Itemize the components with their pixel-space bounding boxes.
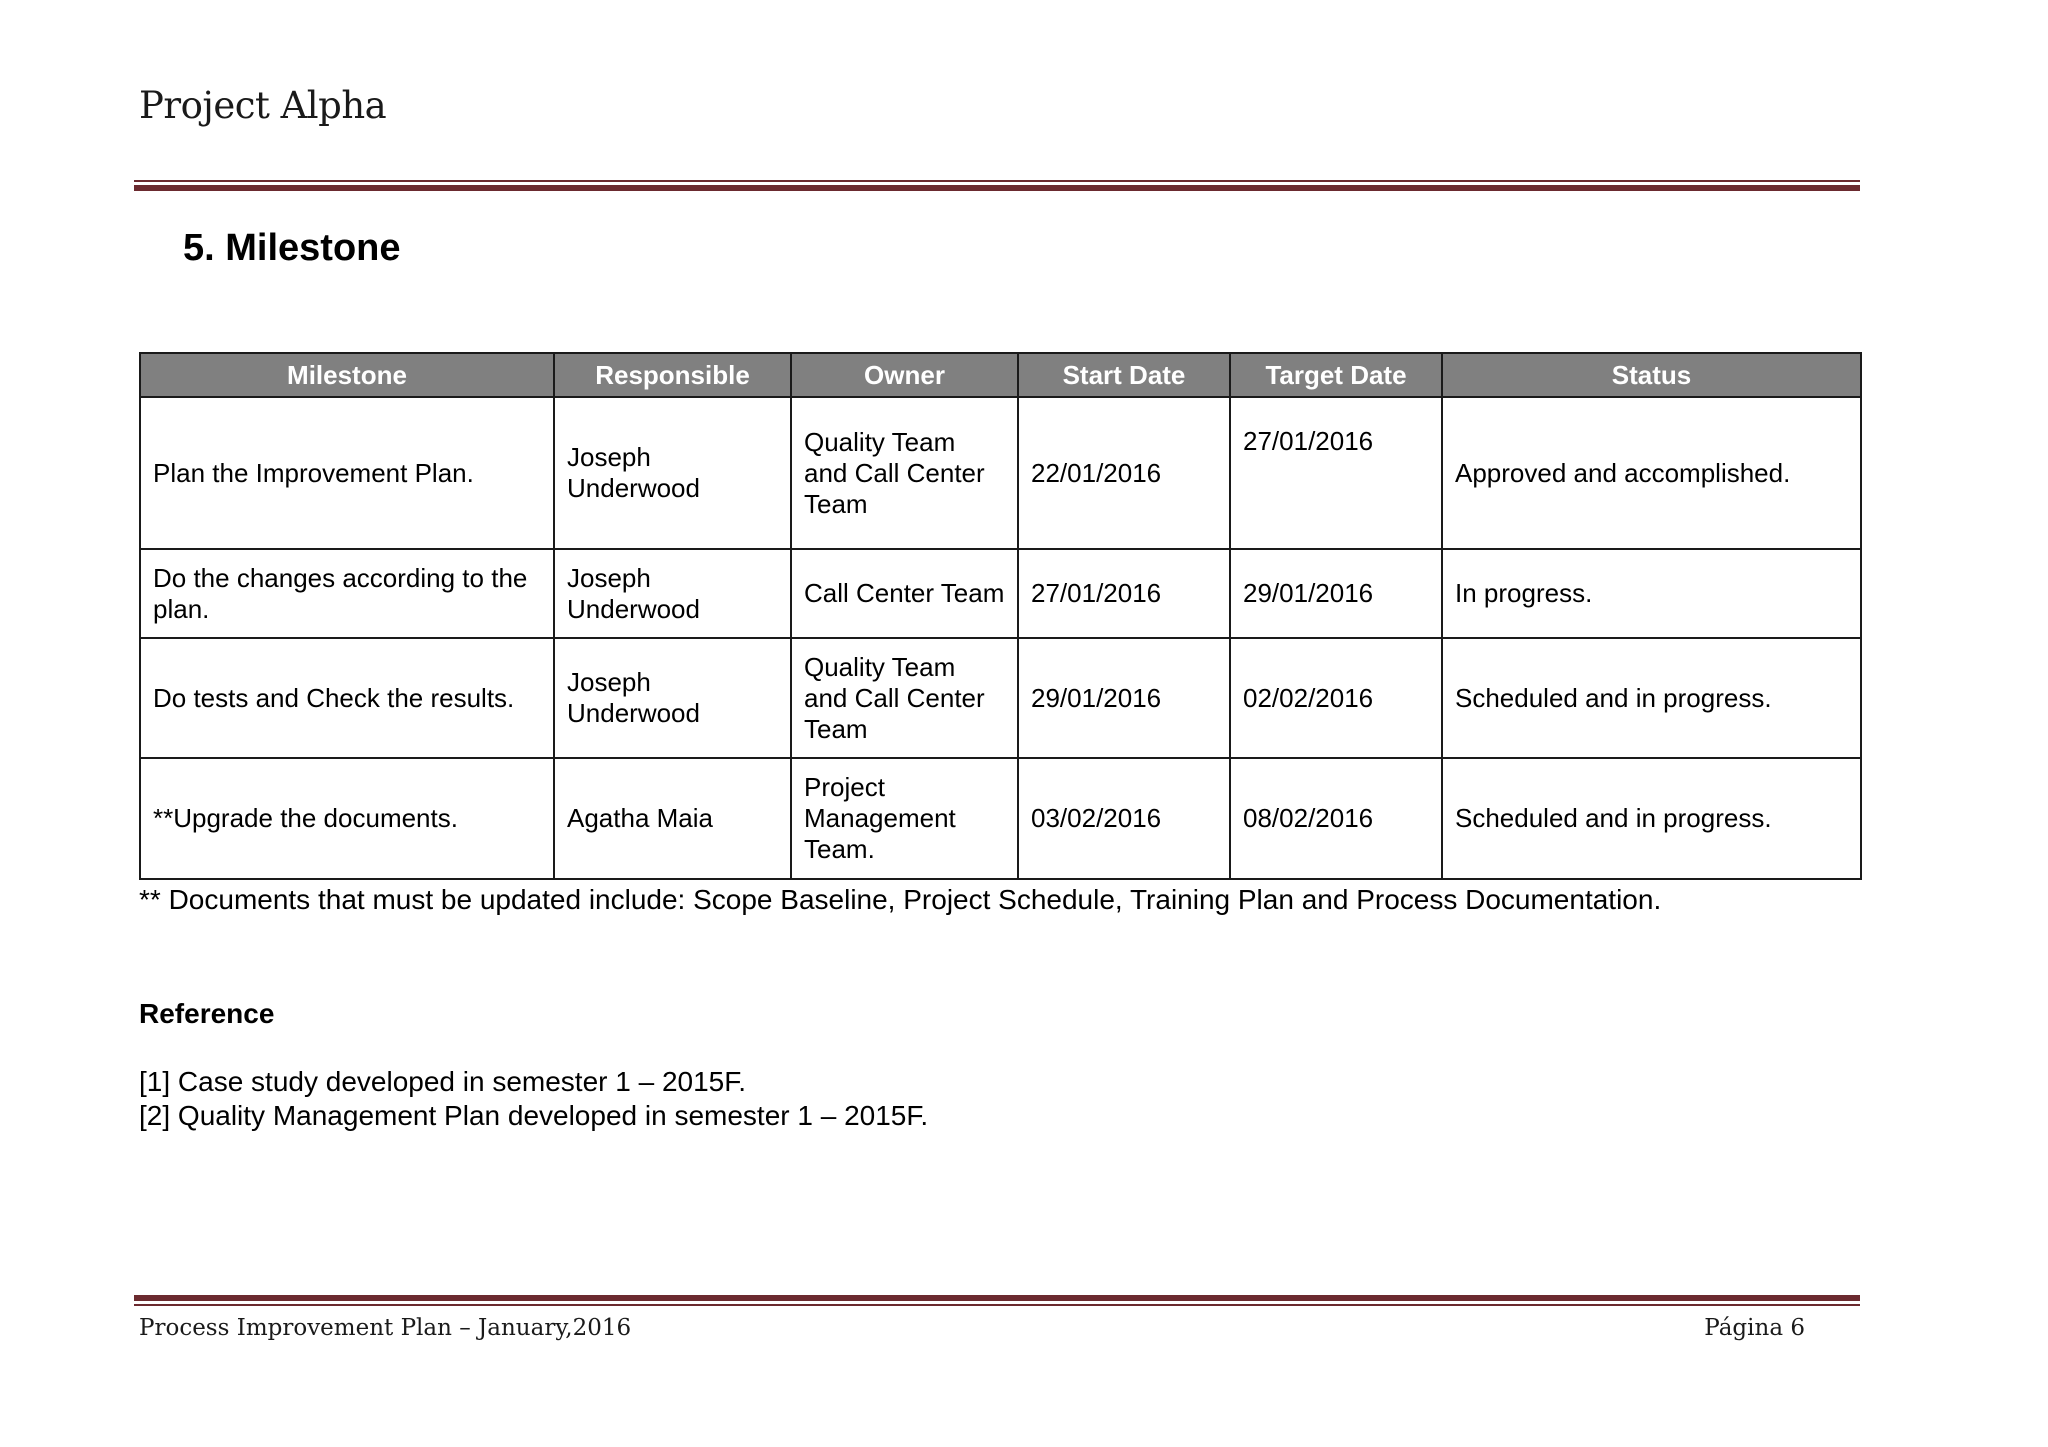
- owner-cell: Call Center Team: [791, 549, 1018, 638]
- column-header-status: Status: [1442, 353, 1861, 397]
- start-date-cell: 22/01/2016: [1018, 397, 1230, 549]
- milestone-cell: Do tests and Check the results.: [140, 638, 554, 758]
- status-cell: Scheduled and in progress.: [1442, 758, 1861, 879]
- column-header-owner: Owner: [791, 353, 1018, 397]
- status-cell: Approved and accomplished.: [1442, 397, 1861, 549]
- owner-cell: Quality Team and Call Center Team: [791, 638, 1018, 758]
- table-header-row: [140, 353, 1861, 397]
- table-row: [140, 397, 1861, 549]
- start-date-cell: 29/01/2016: [1018, 638, 1230, 758]
- column-header-responsible: Responsible: [554, 353, 791, 397]
- status-cell: Scheduled and in progress.: [1442, 638, 1861, 758]
- footer-page-number: Página 6: [1704, 1315, 1805, 1341]
- start-date-cell: 27/01/2016: [1018, 549, 1230, 638]
- footer-divider: [134, 1295, 1860, 1306]
- column-header-milestone: Milestone: [140, 353, 554, 397]
- reference-heading: Reference: [139, 998, 275, 1029]
- reference-item: [1] Case study developed in semester 1 – 2015F.: [139, 1066, 747, 1097]
- milestone-table: [139, 352, 1862, 880]
- table-row: [140, 758, 1861, 879]
- responsible-cell: Joseph Underwood: [554, 397, 791, 549]
- footer-document-title: Process Improvement Plan – January,2016: [139, 1315, 632, 1341]
- column-header-start-date: Start Date: [1018, 353, 1230, 397]
- page-header-title: Project Alpha: [139, 84, 387, 127]
- milestone-cell: Plan the Improvement Plan.: [140, 397, 554, 549]
- header-divider: [134, 180, 1860, 191]
- table-row: [140, 638, 1861, 758]
- column-header-target-date: Target Date: [1230, 353, 1442, 397]
- target-date-cell: 08/02/2016: [1230, 758, 1442, 879]
- table-row: [140, 549, 1861, 638]
- reference-list: [139, 1065, 928, 1133]
- target-date-cell: 27/01/2016: [1230, 397, 1442, 549]
- start-date-cell: 03/02/2016: [1018, 758, 1230, 879]
- reference-item: [2] Quality Management Plan developed in semester 1 – 2015F.: [139, 1100, 929, 1131]
- milestone-cell: Do the changes according to the plan.: [140, 549, 554, 638]
- responsible-cell: Agatha Maia: [554, 758, 791, 879]
- status-cell: In progress.: [1442, 549, 1861, 638]
- responsible-cell: Joseph Underwood: [554, 549, 791, 638]
- target-date-cell: 02/02/2016: [1230, 638, 1442, 758]
- responsible-cell: Joseph Underwood: [554, 638, 791, 758]
- owner-cell: Project Management Team.: [791, 758, 1018, 879]
- table-footnote: ** Documents that must be updated include: Scope Baseline, Project Schedule, Training Plan and Process Documentation.: [139, 884, 1662, 915]
- section-heading: 5. Milestone: [183, 227, 401, 269]
- owner-cell: Quality Team and Call Center Team: [791, 397, 1018, 549]
- milestone-cell: **Upgrade the documents.: [140, 758, 554, 879]
- target-date-cell: 29/01/2016: [1230, 549, 1442, 638]
